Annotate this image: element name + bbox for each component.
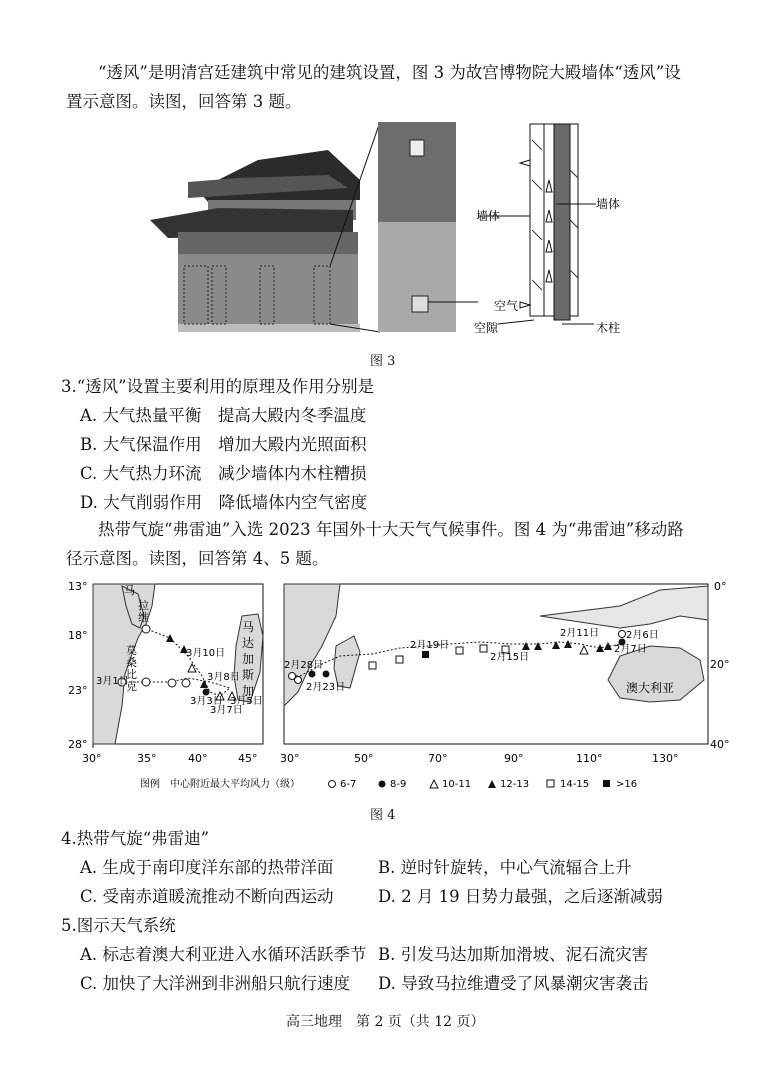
date-feb19: 2月19日	[410, 640, 450, 651]
right-map	[284, 584, 708, 744]
left-lon-35: 35°	[137, 752, 157, 765]
right-lon-70: 70°	[428, 752, 448, 765]
left-lon-30: 30°	[82, 752, 102, 765]
q3-option-c: C. 大气热力环流 减少墙体内木柱糟损	[80, 464, 367, 483]
left-map	[93, 584, 263, 748]
right-lon-130: 130°	[652, 752, 679, 765]
date-feb11: 2月11日	[560, 628, 600, 639]
date-feb6: 2月6日	[626, 630, 659, 641]
q3-option-b: B. 大气保温作用 增加大殿内光照面积	[80, 435, 367, 454]
q3-stem: 3.“透风”设置主要利用的原理及作用分别是	[61, 377, 375, 396]
mozambique-label-1: 莫	[126, 644, 137, 657]
madagascar-label-2: 达	[242, 636, 255, 650]
date-mar8: 3月8日	[207, 672, 240, 683]
right-lon-110: 110°	[576, 752, 603, 765]
madagascar-label-4: 斯	[242, 668, 255, 682]
wall-photo	[378, 122, 478, 332]
mozambique-label-3: 比	[126, 668, 137, 681]
legend-12-13: 12-13	[500, 779, 530, 790]
right-lon-90: 90°	[504, 752, 524, 765]
q5-option-b: B. 引发马达加斯加滑坡、泥石流灾害	[378, 945, 649, 964]
right-lat-40: 40°	[710, 738, 730, 751]
malawi-label-1: 马	[124, 584, 135, 597]
right-lon-30: 30°	[280, 752, 300, 765]
date-feb23: 2月23日	[306, 682, 346, 693]
right-lon-50: 50°	[354, 752, 374, 765]
intro2-line-2: 径示意图。读图，回答第 4、5 题。	[66, 549, 329, 568]
q3-option-d: D. 大气削弱作用 降低墙体内空气密度	[80, 493, 368, 512]
legend-14-15: 14-15	[560, 779, 590, 790]
legend-6-7: 6-7	[340, 779, 357, 790]
date-mar1: 3月1日	[96, 676, 129, 687]
malawi-label-2: 拉	[138, 599, 149, 612]
q5-option-a: A. 标志着澳大利亚进入水循环活跃季节	[80, 945, 367, 964]
date-feb15: 2月15日	[490, 652, 530, 663]
q4-option-b: B. 逆时针旋转，中心气流辐合上升	[378, 858, 632, 877]
intro-line-2: 置示意图。读图，回答第 3 题。	[66, 92, 302, 111]
legend-gt16: >16	[616, 779, 638, 790]
legend-8-9: 8-9	[390, 779, 407, 790]
legend-title: 图例 中心附近最大平均风力（级）	[140, 779, 300, 790]
q5-stem: 5.图示天气系统	[61, 916, 176, 935]
label-air: 空气	[494, 299, 519, 313]
q4-stem: 4.热带气旋“弗雷迪”	[61, 829, 210, 848]
madagascar-label-1: 马	[242, 620, 255, 634]
right-lat-20: 20°	[710, 658, 730, 671]
left-lat-13: 13°	[68, 580, 88, 593]
malawi-label-3: 维	[138, 611, 149, 624]
intro-line-1: “透风”是明清宫廷建筑中常见的建筑设置，图 3 为故宫博物院大殿墙体“透风”设	[98, 63, 681, 82]
mozambique-label-4: 克	[126, 680, 137, 693]
date-mar10: 3月10日	[186, 648, 226, 659]
left-lat-18: 18°	[68, 629, 88, 642]
label-gap: 空隙	[474, 321, 499, 335]
palace-photo	[150, 122, 380, 332]
q5-option-d: D. 导致马拉维遭受了风暴潮灾害袭击	[378, 974, 649, 993]
date-mar5: 3月5日	[230, 696, 263, 707]
page-footer: 高三地理 第 2 页（共 12 页）	[286, 1014, 485, 1030]
intro2-line-1: 热带气旋“弗雷迪”入选 2023 年国外十大天气气候事件。图 4 为“弗雷迪”移动路	[98, 520, 684, 539]
q4-option-a: A. 生成于南印度洋东部的热带洋面	[80, 858, 334, 877]
left-lon-40: 40°	[188, 752, 208, 765]
q4-option-d: D. 2 月 19 日势力最强，之后逐渐减弱	[378, 887, 663, 906]
q5-option-c: C. 加快了大洋洲到非洲船只航行速度	[80, 974, 351, 993]
label-wall-left: 墙体	[476, 209, 501, 223]
date-feb28: 2月28日	[284, 660, 324, 671]
wall-schematic	[478, 124, 596, 324]
left-lon-45: 45°	[238, 752, 258, 765]
figure-3-caption: 图 3	[370, 354, 396, 369]
q3-option-a: A. 大气热量平衡 提高大殿内冬季温度	[80, 406, 367, 425]
figure-4	[60, 576, 740, 798]
date-mar3: 3月3日	[190, 696, 223, 707]
figure-4-caption: 图 4	[370, 808, 396, 823]
australia-label: 澳大利亚	[626, 681, 675, 695]
label-wall-right: 墙体	[596, 197, 621, 211]
mozambique-label-2: 桑	[126, 656, 137, 669]
left-lat-23: 23°	[68, 684, 88, 697]
legend	[140, 777, 637, 790]
madagascar-label-5: 加	[242, 684, 255, 698]
date-feb7: 2月7日	[614, 644, 647, 655]
date-mar7: 3月7日	[210, 705, 243, 716]
figure-3	[148, 120, 628, 342]
q4-option-c: C. 受南赤道暖流推动不断向西运动	[80, 887, 334, 906]
label-pillar: 木柱	[596, 321, 621, 335]
legend-10-11: 10-11	[442, 779, 472, 790]
right-lat-0: 0°	[714, 580, 727, 593]
madagascar-label-3: 加	[242, 652, 255, 666]
left-lat-28: 28°	[68, 738, 88, 751]
